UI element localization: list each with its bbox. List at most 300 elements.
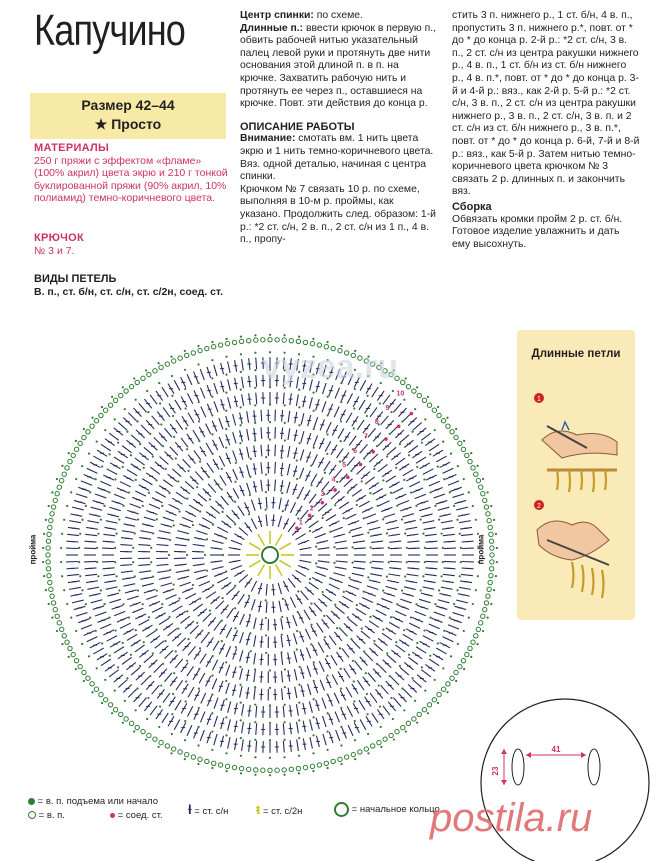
- double-crochet-stitch: [281, 653, 282, 665]
- chain-dot: [424, 547, 426, 549]
- chain-stitch: [239, 339, 243, 343]
- chain-dot: [487, 617, 489, 619]
- ring-icon: [334, 802, 349, 817]
- chain-dot: [240, 719, 242, 721]
- double-crochet-stitch: [214, 401, 218, 412]
- chain-dot: [171, 713, 173, 715]
- chain-dot: [91, 691, 93, 693]
- chain-dot: [326, 767, 328, 769]
- double-crochet-stitch: [103, 574, 115, 575]
- double-crochet-stitch: [327, 615, 335, 624]
- double-crochet-stitch: [100, 481, 111, 486]
- double-crochet-stitch: [144, 517, 155, 520]
- chain-dot: [177, 627, 179, 629]
- double-crochet-stitch: [390, 561, 402, 562]
- chain-dot: [416, 386, 418, 388]
- chain-dot: [420, 518, 422, 520]
- chain-dot: [109, 655, 111, 657]
- chain-stitch: [317, 343, 321, 347]
- chain-dot: [225, 374, 227, 376]
- double-crochet-stitch: [290, 597, 295, 608]
- chain-dot: [139, 665, 141, 667]
- double-crochet-stitch: [207, 463, 214, 473]
- double-crochet-stitch: [127, 596, 138, 600]
- double-crochet-stitch: [118, 680, 127, 688]
- chain-dot: [185, 700, 187, 702]
- chain-stitch: [488, 580, 492, 584]
- double-crochet-stitch: [118, 423, 127, 431]
- chain-dot: [416, 642, 418, 644]
- double-crochet-stitch: [157, 544, 169, 545]
- double-crochet-stitch: [114, 494, 125, 498]
- double-crochet-stitch: [434, 612, 445, 616]
- double-crochet-stitch: [193, 544, 205, 546]
- chain-dot: [421, 442, 423, 444]
- double-crochet-stitch: [214, 698, 218, 709]
- chain-dot: [440, 533, 442, 535]
- chain-stitch: [147, 733, 151, 737]
- chain-stitch: [484, 505, 488, 509]
- slip-stitch: [333, 488, 337, 492]
- double-crochet-stitch: [315, 534, 326, 538]
- double-crochet-stitch: [352, 640, 360, 649]
- double-crochet-stitch: [87, 587, 99, 589]
- chain-stitch: [103, 408, 107, 412]
- chain-dot: [313, 447, 315, 449]
- chain-dot: [122, 722, 124, 724]
- chain-dot: [280, 651, 282, 653]
- chain-dot: [143, 641, 145, 643]
- chain-stitch: [53, 498, 57, 502]
- double-crochet-stitch: [193, 604, 203, 611]
- chain-dot: [66, 505, 68, 507]
- chain-stitch: [261, 338, 265, 342]
- chain-dot: [114, 561, 116, 563]
- double-crochet-stitch: [226, 683, 230, 694]
- chain-dot: [83, 428, 85, 430]
- chain-dot: [298, 389, 300, 391]
- chain-dot: [211, 731, 213, 733]
- double-crochet-stitch: [283, 741, 284, 753]
- hook-heading: КРЮЧОК: [34, 232, 85, 244]
- double-crochet-stitch: [278, 516, 281, 527]
- chain-dot: [459, 533, 461, 535]
- chain-dot: [405, 730, 407, 732]
- chain-stitch: [232, 340, 236, 344]
- chain-dot: [211, 767, 213, 769]
- double-crochet-stitch: [142, 479, 152, 485]
- chain-dot: [63, 519, 65, 521]
- chain-dot: [101, 465, 103, 467]
- double-crochet-stitch: [233, 414, 236, 425]
- double-crochet-stitch: [346, 687, 352, 697]
- chain-dot: [373, 468, 375, 470]
- center-back-label: Центр спинки:: [240, 10, 314, 21]
- double-crochet-stitch: [256, 358, 257, 370]
- double-crochet-stitch: [81, 481, 92, 485]
- slip-stitch: [346, 475, 350, 479]
- double-crochet-stitch: [175, 400, 181, 410]
- chain-dot: [395, 467, 397, 469]
- chain-dot: [354, 739, 356, 741]
- double-crochet-stitch: [448, 481, 459, 485]
- armhole-right: [588, 749, 600, 785]
- chain-dot: [184, 369, 186, 371]
- chain-dot: [97, 575, 99, 577]
- chain-stitch: [68, 646, 72, 650]
- double-crochet-stitch: [254, 618, 257, 629]
- double-crochet-stitch: [231, 540, 242, 544]
- double-crochet-stitch: [199, 581, 210, 586]
- chain-dot: [442, 561, 444, 563]
- chain-dot: [186, 554, 188, 556]
- double-crochet-stitch: [281, 618, 283, 629]
- double-crochet-stitch: [403, 470, 413, 476]
- chain-dot: [101, 702, 103, 704]
- double-crochet-stitch: [152, 416, 160, 425]
- chain-dot: [284, 422, 286, 424]
- chain-dot: [118, 589, 120, 591]
- chain-dot: [199, 461, 201, 463]
- chain-dot: [470, 656, 472, 658]
- chain-dot: [298, 424, 300, 426]
- double-crochet-stitch: [135, 491, 146, 496]
- chain-dot: [460, 561, 462, 563]
- chain-stitch: [78, 441, 82, 445]
- chain-dot: [145, 369, 147, 371]
- chain-dot: [79, 575, 81, 577]
- armhole-left: [512, 749, 524, 785]
- double-crochet-stitch: [395, 645, 405, 652]
- slip-stitch: [295, 526, 299, 530]
- chain-dot: [254, 334, 256, 336]
- double-crochet-stitch: [347, 457, 355, 466]
- double-crochet-stitch: [301, 510, 309, 519]
- double-crochet-stitch: [339, 628, 347, 637]
- chain-dot: [367, 576, 369, 578]
- chain-stitch: [65, 466, 69, 470]
- chain-stitch: [205, 346, 209, 350]
- double-crochet-stitch: [69, 521, 81, 523]
- chain-dot: [239, 684, 241, 686]
- chain-stitch: [198, 757, 202, 761]
- legend-chain-start: [28, 796, 158, 807]
- double-crochet-stitch: [109, 599, 120, 602]
- chain-dot: [309, 578, 311, 580]
- chain-stitch: [46, 553, 50, 557]
- chain-dot: [51, 491, 53, 493]
- hook-section: [34, 232, 234, 257]
- treble-stitch: [258, 534, 265, 545]
- chain-dot: [490, 505, 492, 507]
- chain-dot: [234, 523, 236, 525]
- chain-stitch: [370, 744, 374, 748]
- chain-dot: [48, 603, 50, 605]
- chain-dot: [321, 591, 323, 593]
- double-crochet-stitch: [309, 494, 316, 503]
- chain-dot: [493, 519, 495, 521]
- chain-stitch: [71, 652, 75, 656]
- chain-stitch: [489, 532, 493, 536]
- chain-dot: [365, 672, 367, 674]
- chain-dot: [422, 575, 424, 577]
- double-crochet-stitch: [304, 610, 310, 620]
- chain-dot: [164, 468, 166, 470]
- chain-stitch: [59, 627, 63, 631]
- chain-stitch: [458, 664, 462, 668]
- chain-dot: [313, 661, 315, 663]
- chain-dot: [209, 498, 211, 500]
- double-crochet-stitch: [233, 432, 236, 443]
- double-crochet-stitch: [413, 423, 422, 431]
- chain-dot: [177, 480, 179, 482]
- chain-dot: [79, 533, 81, 535]
- double-crochet-stitch: [335, 388, 339, 399]
- double-crochet-stitch: [300, 468, 304, 479]
- double-crochet-stitch: [322, 716, 326, 727]
- chain-dot: [340, 688, 342, 690]
- double-crochet-stitch: [346, 413, 352, 423]
- double-crochet-stitch: [109, 670, 118, 677]
- chain-dot: [152, 532, 154, 534]
- chain-stitch: [417, 393, 421, 397]
- chain-stitch: [78, 664, 82, 668]
- double-crochet-stitch: [281, 671, 282, 683]
- double-crochet-stitch: [378, 664, 386, 672]
- chain-stitch: [153, 737, 157, 741]
- chain-stitch: [289, 767, 293, 771]
- chain-dot: [446, 691, 448, 693]
- double-crochet-stitch: [339, 502, 349, 509]
- chain-dot: [101, 642, 103, 644]
- chain-dot: [312, 716, 314, 718]
- chain-stitch: [191, 351, 195, 355]
- chain-dot: [401, 518, 403, 520]
- double-crochet-stitch: [361, 631, 370, 639]
- double-crochet-stitch: [176, 492, 186, 499]
- double-crochet-stitch: [283, 706, 284, 718]
- chain-dot: [437, 406, 439, 408]
- chain-dot: [254, 387, 256, 389]
- double-crochet-stitch: [114, 647, 124, 653]
- chain-stitch: [254, 768, 258, 772]
- chain-stitch: [50, 512, 54, 516]
- stitches-text: В. п., ст. б/н, ст. с/н, ст. с/2н, соед. ст.: [34, 285, 224, 298]
- chain-dot: [390, 492, 392, 494]
- chain-stitch: [47, 573, 51, 577]
- double-crochet-stitch: [87, 637, 98, 642]
- double-crochet-stitch: [331, 655, 337, 665]
- chain-dot: [434, 429, 436, 431]
- chain-dot: [122, 505, 124, 507]
- double-crochet-stitch: [139, 403, 147, 412]
- chain-dot: [281, 492, 283, 494]
- double-crochet-stitch: [188, 646, 195, 655]
- chain-dot: [321, 517, 323, 519]
- double-crochet-stitch: [310, 737, 312, 748]
- chain-dot: [405, 377, 407, 379]
- double-crochet-stitch: [214, 621, 221, 630]
- chain-dot: [343, 517, 345, 519]
- chain-dot: [336, 481, 338, 483]
- chain-stitch: [124, 717, 128, 721]
- double-crochet-stitch: [166, 595, 177, 600]
- double-crochet-stitch: [240, 650, 243, 661]
- double-crochet-stitch: [189, 505, 199, 511]
- chain-dot: [298, 772, 300, 774]
- chain-stitch: [99, 692, 103, 696]
- double-crochet-stitch: [163, 517, 174, 521]
- double-crochet-stitch: [335, 606, 344, 613]
- treble-stitch: [280, 543, 291, 550]
- chain-dot: [453, 505, 455, 507]
- chain-dot: [178, 510, 180, 512]
- column-2: [240, 10, 436, 247]
- chain-dot: [45, 589, 47, 591]
- chain-stitch: [184, 353, 188, 357]
- chain-dot: [254, 739, 256, 741]
- chain-dot: [282, 598, 284, 600]
- chain-dot: [103, 603, 105, 605]
- chain-dot: [66, 603, 68, 605]
- double-crochet-stitch: [183, 459, 191, 468]
- double-crochet-stitch: [393, 698, 401, 707]
- chain-dot: [334, 504, 336, 506]
- chain-dot: [356, 604, 358, 606]
- round-number: 9: [385, 404, 390, 412]
- chain-dot: [404, 532, 406, 534]
- chain-dot: [249, 632, 251, 634]
- chain-stitch: [478, 485, 482, 489]
- double-crochet-stitch: [187, 374, 192, 385]
- chain-dot: [349, 577, 351, 579]
- double-crochet-stitch: [461, 574, 473, 575]
- chain-stitch: [275, 768, 279, 772]
- chain-dot: [455, 680, 457, 682]
- chain-dot: [96, 561, 98, 563]
- double-crochet-stitch: [101, 659, 111, 666]
- double-crochet-stitch: [107, 636, 118, 642]
- armhole-left-label: пройма: [28, 534, 38, 565]
- double-crochet-stitch: [416, 457, 426, 463]
- chain-dot: [353, 427, 355, 429]
- round-number: 4: [331, 476, 336, 484]
- chain-dot: [336, 627, 338, 629]
- double-crochet-stitch: [400, 667, 409, 675]
- chain-dot: [411, 677, 413, 679]
- chain-stitch: [103, 698, 107, 702]
- chain-stitch: [198, 348, 202, 352]
- double-crochet-stitch: [125, 517, 137, 520]
- chain-dot: [128, 491, 130, 493]
- chain-dot: [327, 396, 329, 398]
- chain-dot: [298, 719, 300, 721]
- chain-dot: [133, 730, 135, 732]
- chain-dot: [392, 718, 394, 720]
- double-crochet-stitch: [154, 664, 162, 672]
- double-crochet-stitch: [175, 700, 181, 710]
- chain-dot: [265, 617, 267, 619]
- double-crochet-stitch: [195, 471, 203, 480]
- treble-stitch: [249, 543, 260, 550]
- chain-dot: [283, 756, 285, 758]
- double-crochet-stitch: [372, 713, 378, 723]
- chain-dot: [43, 575, 45, 577]
- chain-dot: [225, 356, 227, 358]
- double-crochet-stitch: [114, 611, 125, 615]
- long-loops-illustration: [517, 330, 635, 620]
- chain-dot: [56, 630, 58, 632]
- chain-dot: [352, 562, 354, 564]
- double-crochet-stitch: [240, 614, 245, 625]
- double-crochet-stitch: [357, 680, 364, 690]
- chain-stitch: [486, 512, 490, 516]
- double-crochet-stitch: [381, 416, 389, 425]
- chain-dot: [367, 532, 369, 534]
- double-crochet-stitch: [403, 689, 411, 697]
- chain-dot: [70, 491, 72, 493]
- double-crochet-stitch: [425, 574, 437, 575]
- chain-dot: [171, 375, 173, 377]
- chain-dot: [363, 591, 365, 593]
- chain-dot: [463, 630, 465, 632]
- chain-dot: [226, 770, 228, 772]
- chain-dot: [197, 345, 199, 347]
- chain-dot: [118, 518, 120, 520]
- double-crochet-stitch: [379, 501, 390, 506]
- chain-dot: [175, 650, 177, 652]
- chain-dot: [146, 718, 148, 720]
- legend-treble: [256, 802, 302, 817]
- chain-dot: [329, 577, 331, 579]
- chain-dot: [340, 744, 342, 746]
- double-crochet-stitch: [169, 504, 180, 509]
- chain-dot: [459, 575, 461, 577]
- double-crochet-stitch: [381, 685, 389, 694]
- chain-stitch: [254, 338, 258, 342]
- chain-dot: [75, 668, 77, 670]
- double-crochet-stitch: [254, 688, 255, 700]
- double-crochet-stitch: [226, 628, 231, 638]
- double-crochet-stitch: [228, 737, 230, 748]
- double-crochet-stitch: [128, 413, 136, 421]
- double-crochet-stitch: [365, 652, 373, 660]
- double-crochet-stitch: [182, 517, 193, 522]
- chain-stitch: [481, 614, 485, 618]
- double-crochet-stitch: [436, 648, 446, 654]
- double-crochet-stitch: [238, 506, 244, 516]
- chain-dot: [366, 415, 368, 417]
- chain-stitch: [86, 430, 90, 434]
- chain-dot: [96, 441, 98, 443]
- double-crochet-stitch: [187, 725, 192, 736]
- chain-dot: [378, 684, 380, 686]
- rows-text: Крючком № 7 связать 10 р. по схеме, выполняя в 10-м р. проймы, как указано. Продолжить след. образом: 1-й р.: *2 ст. с/н, 2 в. п., 2 ст. с/н из 1 п., 4 в. п., пропу-: [240, 183, 436, 246]
- chain-dot: [186, 448, 188, 450]
- chain-dot: [147, 411, 149, 413]
- chain-dot: [434, 679, 436, 681]
- double-crochet-stitch: [387, 655, 396, 663]
- chain-dot: [463, 440, 465, 442]
- chain-dot: [175, 457, 177, 459]
- chain-dot: [265, 509, 267, 511]
- materials-text: 250 г пряжи с эффектом «фламе» (100% акрил) цвета экрю и 210 г тонкой буклированной пряжи (90% акрил, 10% полиамид) темно-коричневого цвета.: [34, 154, 228, 204]
- double-crochet-stitch: [160, 457, 169, 465]
- chain-dot: [168, 616, 170, 618]
- chain-stitch: [57, 485, 61, 489]
- chain-dot: [114, 478, 116, 480]
- double-crochet-stitch: [275, 480, 276, 492]
